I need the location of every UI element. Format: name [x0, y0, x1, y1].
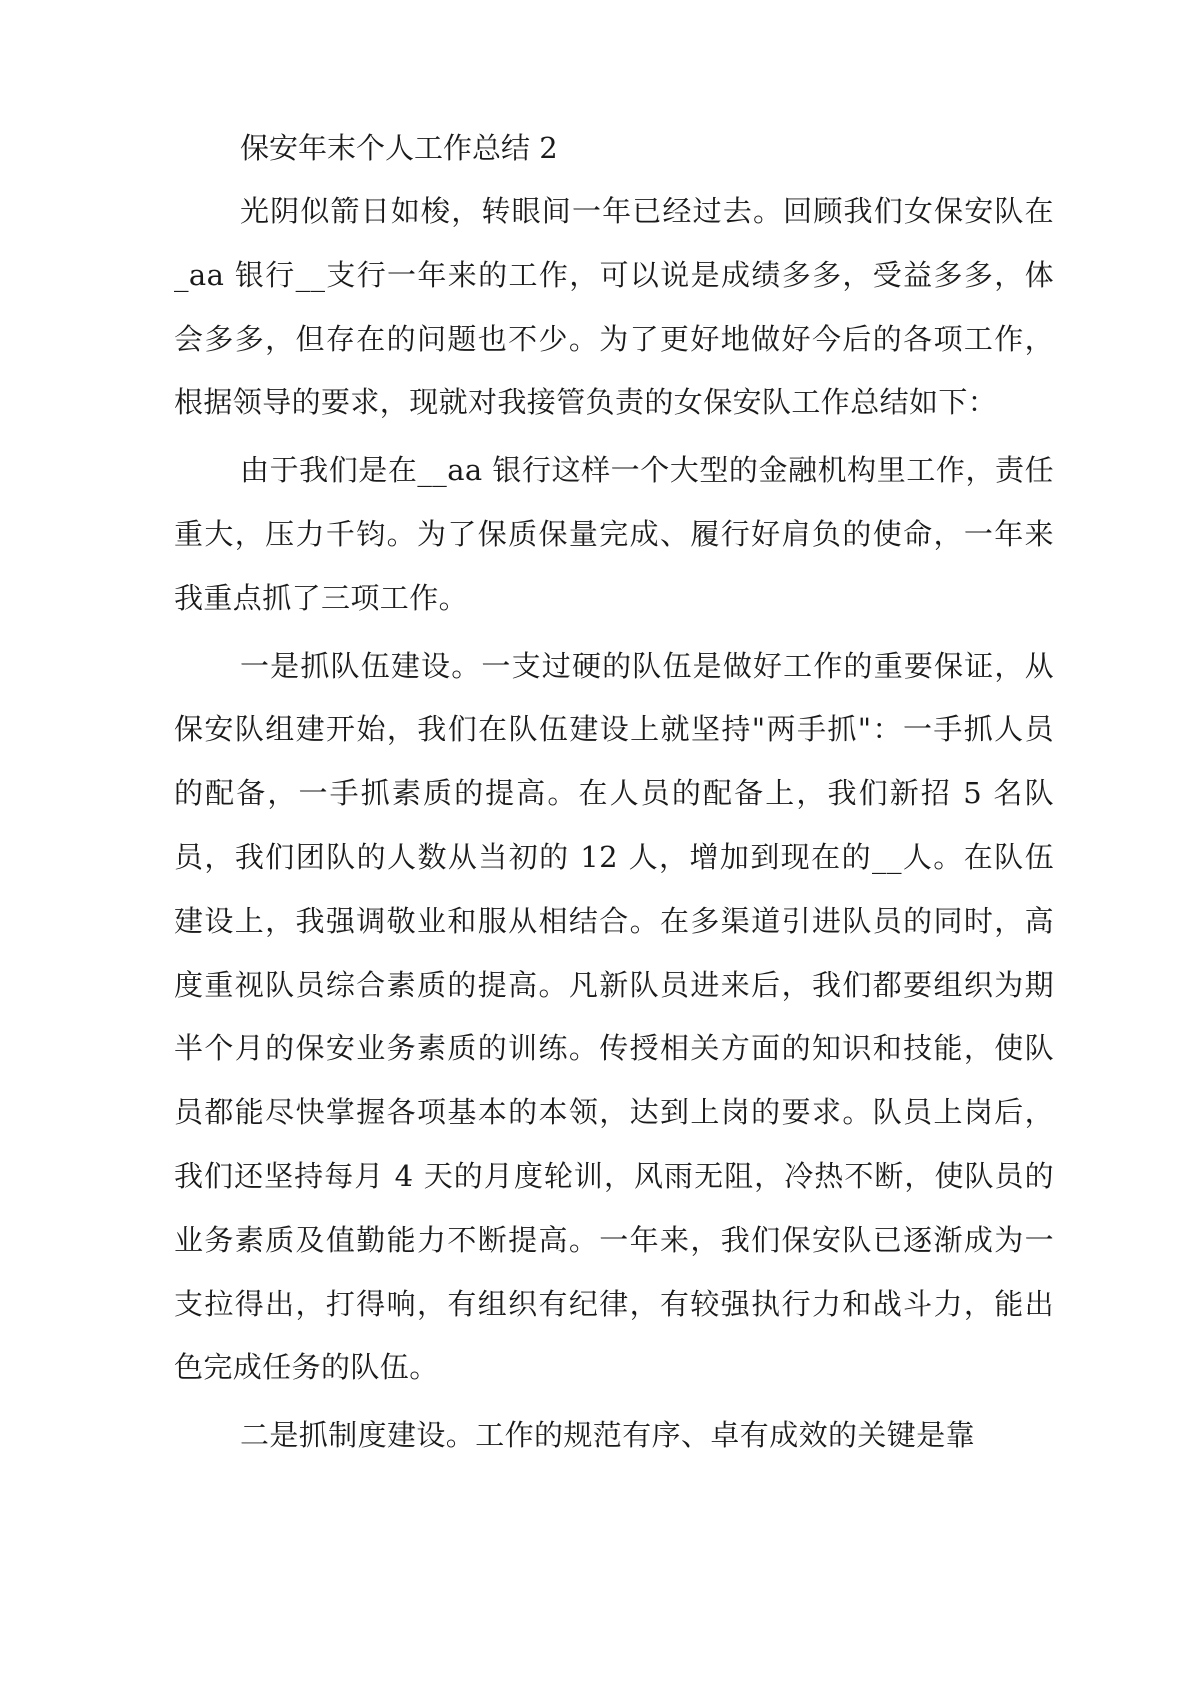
paragraph-team-building: 一是抓队伍建设。一支过硬的队伍是做好工作的重要保证，从保安队组建开始，我们在队伍建设上就坚持"两手抓"：一手抓人员的配备，一手抓素质的提高。在人员的配备上，我们新招 5 名队员，我们团队的人数从当初的 12 人，增加到现在的__人。在队伍建设上，我强调敬业和服从相结合。在多渠道引进队员的同时，高度重视队员综合素质的提高。凡新队员进来后，我们都要组织为期半个月的保安业务素质的训练。传授相关方面的知识和技能，使队员都能尽快掌握各项基本的本领，达到上岗的要求。队员上岗后，我们还坚持每月 4 天的月度轮训，风雨无阻，冷热不断，使队员的业务素质及值勤能力不断提高。一年来，我们保安队已逐渐成为一支拉得出，打得响，有组织有纪律，有较强执行力和战斗力，能出色完成任务的队伍。: [174, 648, 1054, 1385]
document-title: 保安年末个人工作总结 2: [240, 131, 558, 165]
paragraph-intro: 光阴似箭日如梭，转眼间一年已经过去。回顾我们女保安队在_aa 银行__支行一年来的工作，可以说是成绩多多，受益多多，体会多多，但存在的问题也不少。为了更好地做好今后的各项工作，根据领导的要求，现就对我接管负责的女保安队工作总结如下：: [174, 194, 1054, 420]
paragraph-system-building: 二是抓制度建设。工作的规范有序、卓有成效的关键是靠: [240, 1418, 976, 1453]
document-body: [174, 118, 1054, 1472]
paragraph-context: 由于我们是在__aa 银行这样一个大型的金融机构里工作，责任重大，压力千钧。为了保质保量完成、履行好肩负的使命，一年来我重点抓了三项工作。: [174, 453, 1054, 615]
